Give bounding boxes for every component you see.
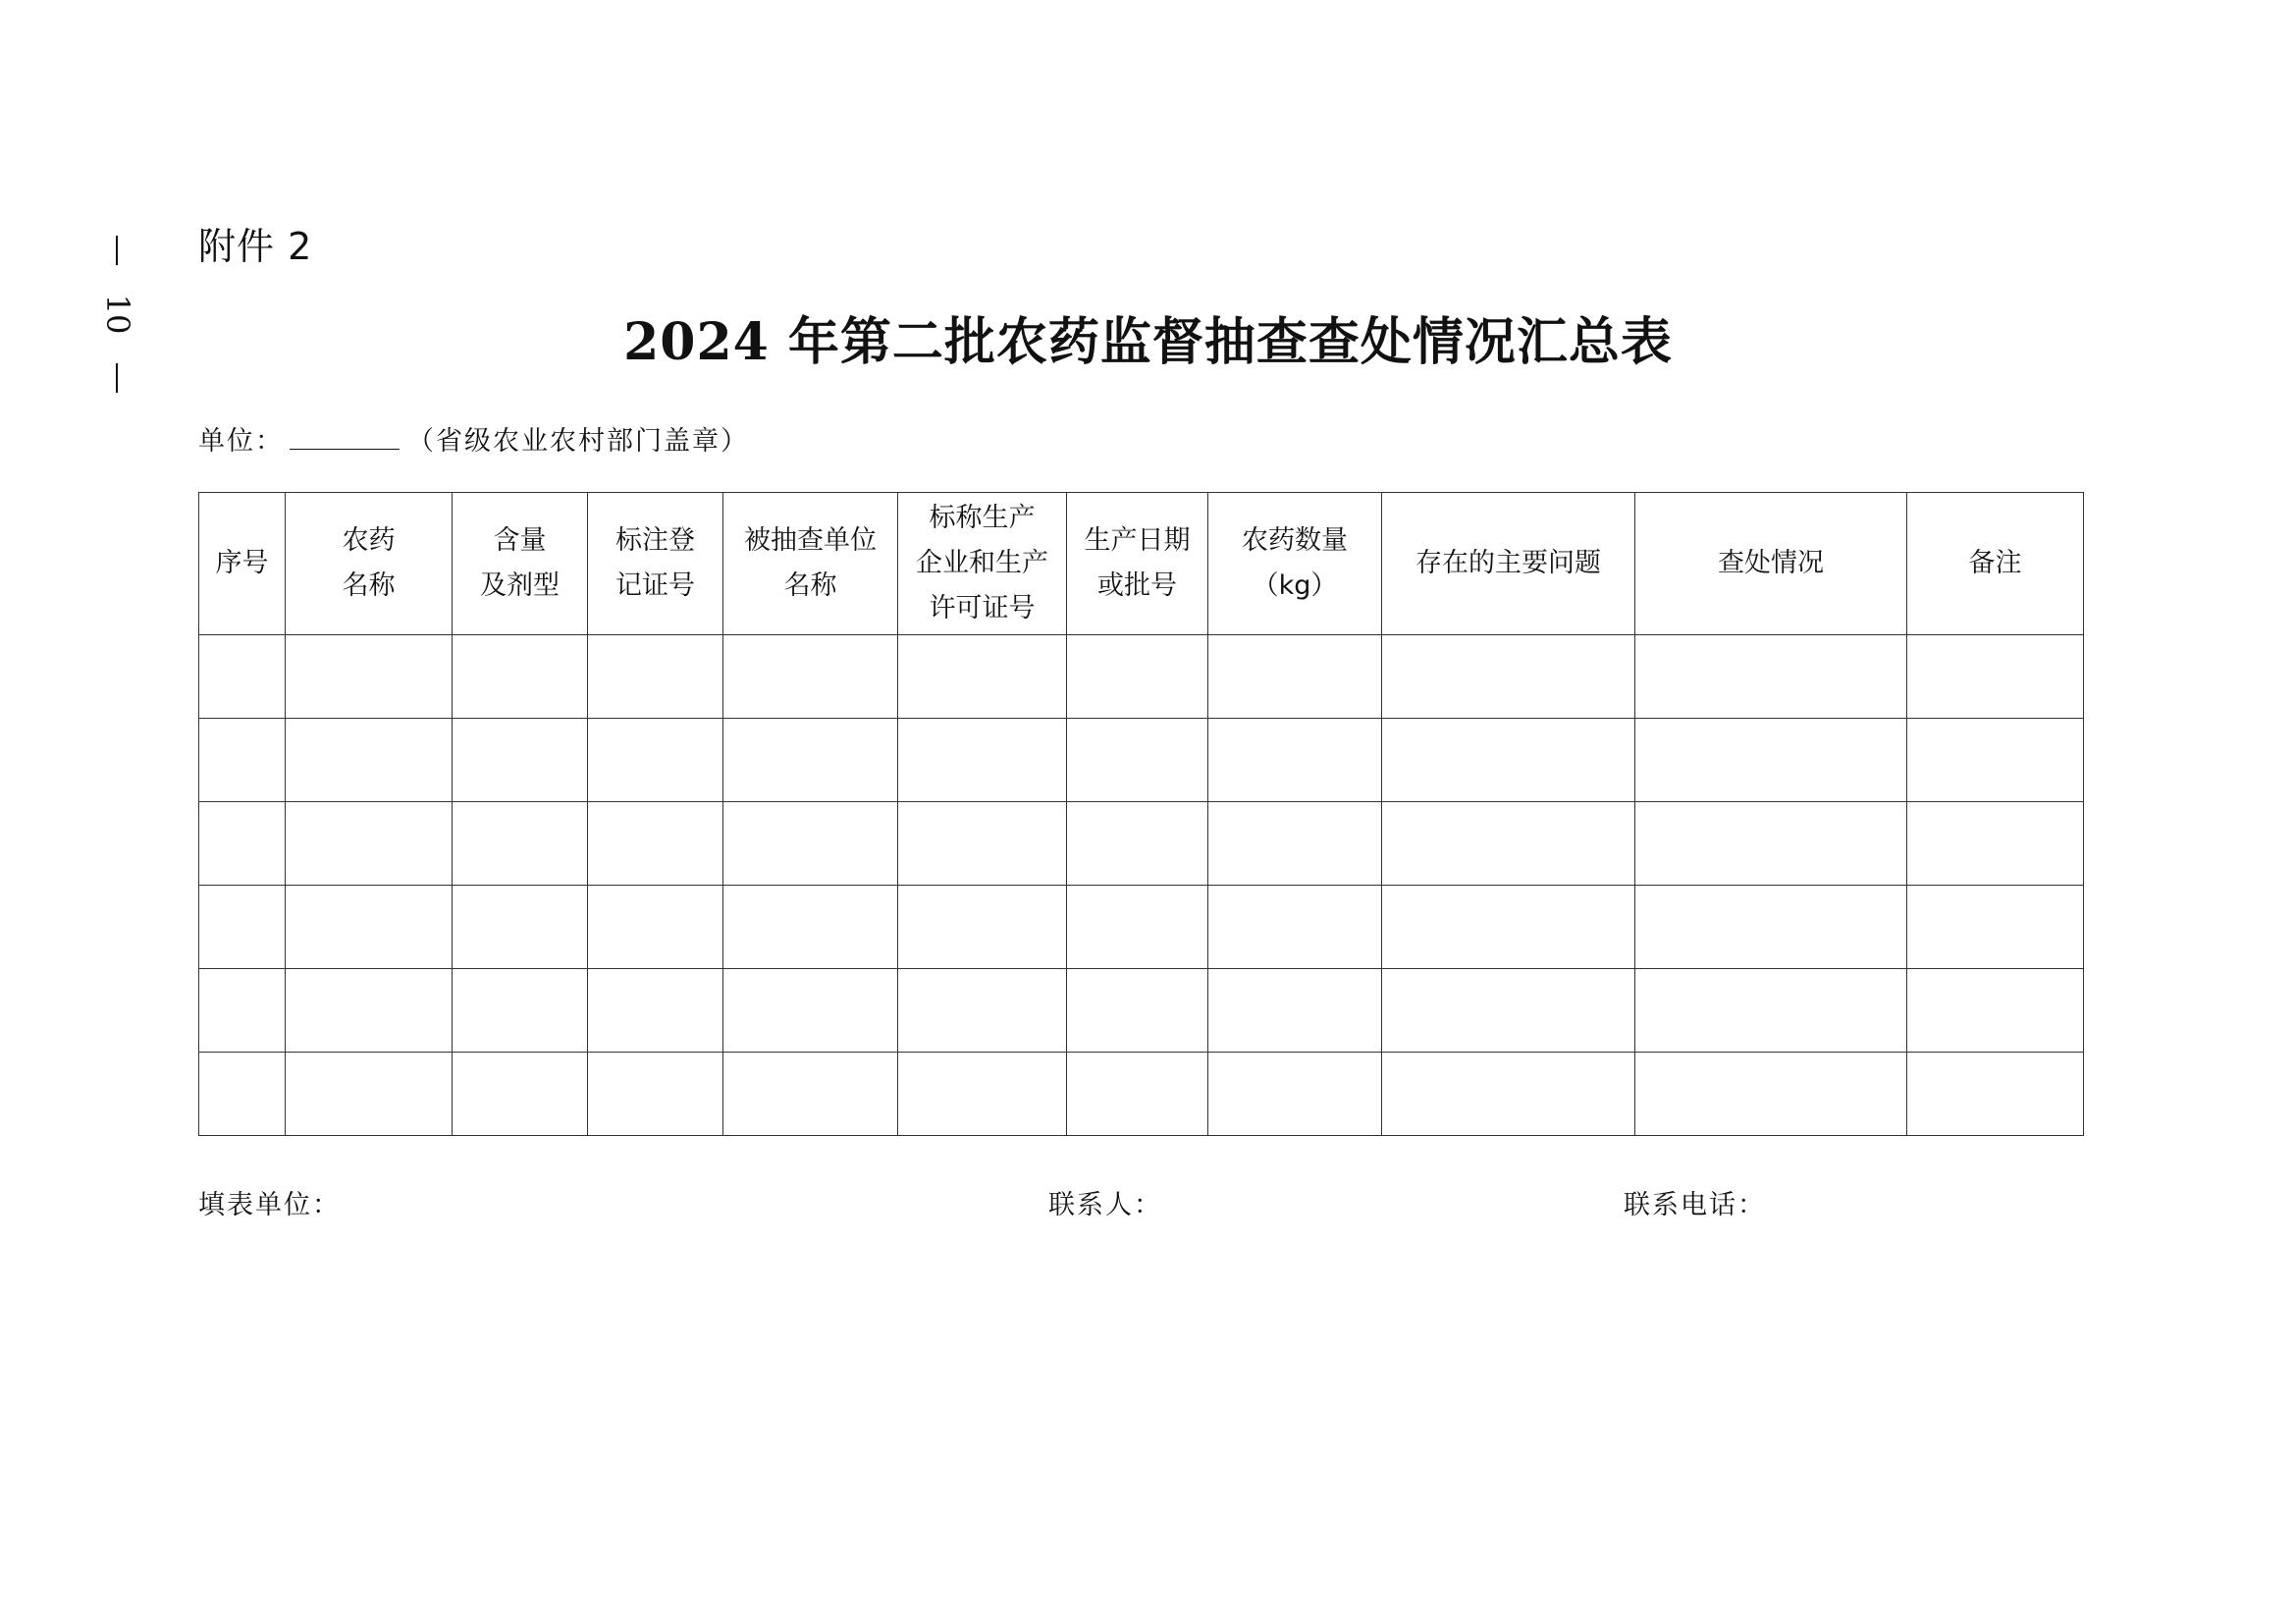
- table-cell: [1067, 1053, 1208, 1136]
- table-cell: [453, 635, 588, 719]
- table-cell: [286, 1053, 453, 1136]
- table-cell: [898, 719, 1067, 802]
- table-cell: [1907, 1053, 2084, 1136]
- unit-blank-field: [290, 425, 400, 450]
- table-header-cell: 农药数量 （kg）: [1208, 493, 1382, 635]
- unit-line: [198, 424, 749, 460]
- footer-phone: 联系电话：: [1624, 1190, 1766, 1220]
- table-row: [199, 886, 2084, 969]
- table-cell: [588, 802, 723, 886]
- unit-label: 单位：: [198, 426, 284, 457]
- table-cell: [286, 802, 453, 886]
- table-row: [199, 802, 2084, 886]
- table-cell: [1635, 719, 1907, 802]
- table-header-cell: 存在的主要问题: [1382, 493, 1635, 635]
- table-header-cell: 备注: [1907, 493, 2084, 635]
- table-header-cell: 标称生产 企业和生产 许可证号: [898, 493, 1067, 635]
- table-cell: [1382, 1053, 1635, 1136]
- table-cell: [453, 802, 588, 886]
- table-cell: [453, 886, 588, 969]
- table-cell: [1907, 635, 2084, 719]
- table-cell: [1067, 886, 1208, 969]
- table-cell: [453, 1053, 588, 1136]
- table-cell: [588, 719, 723, 802]
- table-header-cell: 被抽查单位 名称: [723, 493, 898, 635]
- table-cell: [1382, 969, 1635, 1053]
- table-cell: [588, 886, 723, 969]
- table-row: [199, 1053, 2084, 1136]
- table-cell: [1382, 802, 1635, 886]
- unit-note: （省级农业农村部门盖章）: [407, 426, 749, 457]
- table-header-cell: 含量 及剂型: [453, 493, 588, 635]
- table-cell: [1067, 802, 1208, 886]
- table-body: [199, 635, 2084, 1136]
- table-cell: [453, 719, 588, 802]
- footer-contact: 联系人：: [1048, 1190, 1162, 1220]
- table-cell: [723, 1053, 898, 1136]
- table-cell: [1907, 802, 2084, 886]
- table-cell: [1635, 969, 1907, 1053]
- table-row: [199, 635, 2084, 719]
- table-header-cell: 生产日期 或批号: [1067, 493, 1208, 635]
- table-cell: [1067, 969, 1208, 1053]
- table-cell: [1635, 1053, 1907, 1136]
- table-cell: [1907, 886, 2084, 969]
- table-cell: [1907, 719, 2084, 802]
- table-cell: [588, 969, 723, 1053]
- page-number: 10: [99, 294, 136, 335]
- table-cell: [1208, 802, 1382, 886]
- table-cell: [1382, 719, 1635, 802]
- summary-table: [198, 492, 2084, 1136]
- document-title: 2024 年第二批农药监督抽查查处情况汇总表: [623, 312, 1673, 372]
- table-cell: [898, 635, 1067, 719]
- table-cell: [1382, 635, 1635, 719]
- table-cell: [199, 802, 286, 886]
- table-cell: [1067, 635, 1208, 719]
- table-cell: [199, 1053, 286, 1136]
- table-header-cell: 农药 名称: [286, 493, 453, 635]
- table-cell: [1208, 635, 1382, 719]
- footer-fill-unit: 填表单位：: [198, 1190, 341, 1220]
- table-cell: [1067, 719, 1208, 802]
- table-header-row: [199, 493, 2084, 635]
- table-cell: [898, 1053, 1067, 1136]
- table-cell: [898, 969, 1067, 1053]
- table-cell: [199, 969, 286, 1053]
- table-cell: [199, 886, 286, 969]
- table-cell: [588, 1053, 723, 1136]
- table-cell: [286, 886, 453, 969]
- table-cell: [1382, 886, 1635, 969]
- table-header-cell: 查处情况: [1635, 493, 1907, 635]
- table-cell: [1635, 886, 1907, 969]
- table-cell: [723, 635, 898, 719]
- page-number-dash-top: [116, 236, 118, 265]
- table-cell: [898, 886, 1067, 969]
- table-cell: [898, 802, 1067, 886]
- table-cell: [723, 719, 898, 802]
- table-cell: [1208, 1053, 1382, 1136]
- table-cell: [199, 635, 286, 719]
- attachment-label: 附件 2: [198, 225, 313, 268]
- table-cell: [1635, 802, 1907, 886]
- table-cell: [723, 802, 898, 886]
- table-cell: [1208, 969, 1382, 1053]
- table-cell: [1208, 886, 1382, 969]
- table-cell: [588, 635, 723, 719]
- table-cell: [1208, 719, 1382, 802]
- table-cell: [1635, 635, 1907, 719]
- table-cell: [286, 635, 453, 719]
- table-cell: [199, 719, 286, 802]
- table-cell: [723, 969, 898, 1053]
- table-cell: [1907, 969, 2084, 1053]
- table-cell: [286, 719, 453, 802]
- table-row: [199, 969, 2084, 1053]
- table-header-cell: 序号: [199, 493, 286, 635]
- table-cell: [723, 886, 898, 969]
- table-cell: [453, 969, 588, 1053]
- table-header-cell: 标注登 记证号: [588, 493, 723, 635]
- table-row: [199, 719, 2084, 802]
- table-cell: [286, 969, 453, 1053]
